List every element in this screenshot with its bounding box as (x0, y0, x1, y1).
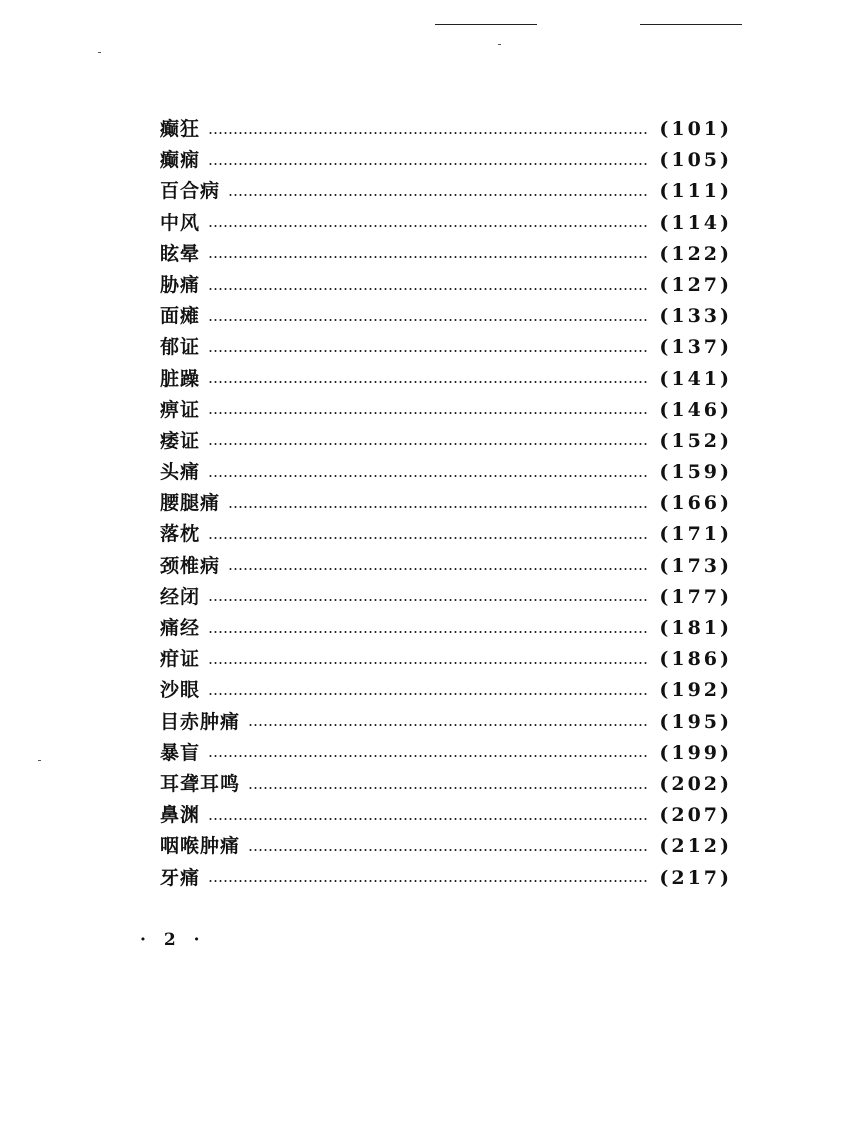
toc-entry-page: (127) (659, 273, 732, 296)
toc-entry-page: (111) (659, 180, 732, 203)
dot-leader (208, 818, 649, 820)
toc-entry-title: 经闭 (160, 585, 201, 608)
table-of-contents (160, 114, 732, 894)
toc-entry (160, 270, 732, 301)
toc-entry-title: 落枕 (160, 523, 201, 546)
dot-leader (208, 319, 649, 321)
page-number: · 2 · (140, 930, 206, 950)
toc-entry (160, 644, 732, 675)
toc-entry-title: 耳聋耳鸣 (160, 772, 241, 795)
toc-entry (160, 364, 732, 395)
dot-leader (208, 599, 649, 601)
toc-entry (160, 176, 732, 207)
toc-entry-title: 头痛 (160, 461, 201, 484)
toc-entry-page: (101) (659, 118, 732, 140)
dot-leader (208, 443, 649, 445)
toc-entry-title: 癫狂 (160, 118, 201, 140)
header-rule-left (435, 24, 537, 25)
toc-entry (160, 582, 732, 613)
toc-entry-page: (192) (659, 679, 732, 702)
toc-entry-page: (146) (659, 398, 732, 421)
toc-entry (160, 613, 732, 644)
dot-leader (228, 568, 649, 570)
dot-leader (208, 163, 649, 165)
toc-entry (160, 831, 732, 862)
toc-entry-page: (114) (659, 211, 732, 234)
toc-entry-title: 痛经 (160, 617, 201, 639)
toc-entry-page: (186) (659, 648, 732, 671)
toc-entry-title: 面瘫 (160, 305, 201, 328)
toc-entry-title: 眩晕 (160, 242, 201, 265)
toc-entry (160, 800, 732, 831)
dot-leader (208, 225, 649, 227)
toc-entry-title: 鼻渊 (160, 804, 201, 827)
toc-entry-title: 中风 (160, 211, 201, 234)
toc-entry (160, 332, 732, 363)
toc-entry (160, 395, 732, 426)
dot-leader (208, 412, 649, 414)
toc-entry-title: 目赤肿痛 (160, 710, 241, 733)
toc-entry-page: (141) (659, 367, 732, 390)
dot-leader (208, 475, 649, 477)
toc-entry (160, 145, 732, 176)
dot-leader (228, 506, 649, 508)
toc-entry-title: 痿证 (160, 429, 201, 452)
toc-entry-title: 颈椎病 (160, 554, 221, 577)
toc-entry (160, 457, 732, 488)
toc-entry (160, 301, 732, 332)
toc-entry-page: (202) (659, 772, 732, 795)
toc-entry-page: (159) (659, 461, 732, 484)
toc-entry-title: 牙痛 (160, 866, 201, 889)
toc-entry-title: 郁证 (160, 336, 201, 359)
toc-entry-title: 咽喉肿痛 (160, 835, 241, 858)
toc-entry-title: 疳证 (160, 648, 201, 671)
dot-leader (228, 194, 649, 196)
toc-entry (160, 239, 732, 270)
scan-speck (38, 760, 41, 761)
toc-entry-title: 百合病 (160, 180, 221, 203)
dot-leader (208, 755, 649, 757)
toc-entry (160, 769, 732, 800)
toc-entry (160, 551, 732, 582)
toc-entry-page: (137) (659, 336, 732, 359)
toc-entry (160, 519, 732, 550)
dot-leader (208, 880, 649, 882)
toc-entry (160, 738, 732, 769)
toc-entry-title: 脏躁 (160, 367, 201, 390)
toc-entry-page: (207) (659, 804, 732, 827)
dot-leader (208, 256, 649, 258)
toc-entry-page: (173) (659, 554, 732, 577)
toc-entry-page: (181) (659, 617, 732, 639)
toc-entry-title: 暴盲 (160, 741, 201, 764)
toc-entry-page: (199) (659, 741, 732, 764)
toc-entry-page: (166) (659, 492, 732, 515)
dot-leader (208, 631, 649, 633)
toc-entry-page: (171) (659, 523, 732, 546)
toc-entry-page: (105) (659, 149, 732, 172)
toc-entry-page: (195) (659, 710, 732, 733)
toc-entry-title: 癫痫 (160, 149, 201, 172)
dot-leader (248, 849, 649, 851)
toc-entry (160, 426, 732, 457)
toc-entry (160, 208, 732, 239)
scan-speck (498, 44, 501, 45)
scan-speck (98, 52, 101, 53)
toc-entry (160, 863, 732, 894)
toc-entry-page: (133) (659, 305, 732, 328)
toc-entry (160, 675, 732, 706)
dot-leader (248, 724, 649, 726)
dot-leader (208, 381, 649, 383)
toc-entry (160, 488, 732, 519)
dot-leader (208, 693, 649, 695)
toc-entry-page: (212) (659, 835, 732, 858)
dot-leader (208, 662, 649, 664)
toc-entry (160, 114, 732, 145)
toc-entry (160, 707, 732, 738)
header-rule-right (640, 24, 742, 25)
toc-entry-title: 沙眼 (160, 679, 201, 702)
toc-entry-title: 痹证 (160, 398, 201, 421)
toc-entry-page: (177) (659, 585, 732, 608)
toc-entry-title: 腰腿痛 (160, 492, 221, 515)
dot-leader (248, 787, 649, 789)
toc-entry-page: (217) (659, 866, 732, 889)
toc-entry-title: 胁痛 (160, 273, 201, 296)
dot-leader (208, 132, 649, 134)
dot-leader (208, 537, 649, 539)
toc-entry-page: (122) (659, 242, 732, 265)
dot-leader (208, 288, 649, 290)
dot-leader (208, 350, 649, 352)
toc-entry-page: (152) (659, 429, 732, 452)
